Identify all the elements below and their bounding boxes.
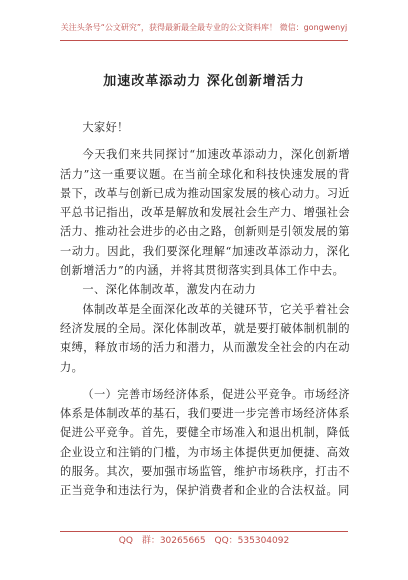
paragraph-intro: 今天我们来共同探讨“加速改革添动力，深化创新增活力”这一重要议题。在当前全球化和科技快速发展的背景下，改革与创新已成为推动国家发展的核心动力。习近平总书记指出，改革是解放和发展社会生产力、增强社会活力、推动社会进步的必由之路，创新则是引领发展的第一动力。因此，我们要深化理解“加速改革添动力，深化创新增活力”的内涵，并将其贯彻落实到具体工作中去。 bbox=[60, 148, 350, 278]
header-divider bbox=[60, 40, 348, 41]
footer-divider bbox=[60, 531, 348, 532]
greeting: 大家好！ bbox=[82, 121, 129, 134]
paragraph-market: （一）完善市场经济体系，促进公平竞争。市场经济体系是体制改革的基石，我们要进一步完善市场经济体系促进公平竞争。首先，要健全市场准入和退出机制，降低企业设立和注销的门槛，为市场主体提供更加便捷、高效的服务。其次，要加强市场监管，维护市场秩序，打击不正当竞争和违法行为，保护消费者和企业的合法权益。同 bbox=[60, 387, 350, 498]
paragraph-reform: 体制改革是全面深化改革的关键环节，它关乎着社会经济发展的全局。深化体制改革，就是要打破体制机制的束缚，释放市场的活力和潜力，从而激发全社会的内在动力。 bbox=[60, 302, 350, 374]
page-header: 关注头条号“公文研究”，获得最新最全最专业的公文资料库！ 微信：gongwenyj bbox=[60, 23, 348, 32]
page-footer: QQ 群：30265665 QQ：535304092 bbox=[118, 536, 290, 546]
document-body bbox=[60, 118, 350, 501]
section-heading: 一、深化体制改革，激发内在动力 bbox=[82, 283, 257, 297]
document-title: 加速改革添动力 深化创新增活力 bbox=[103, 74, 305, 89]
